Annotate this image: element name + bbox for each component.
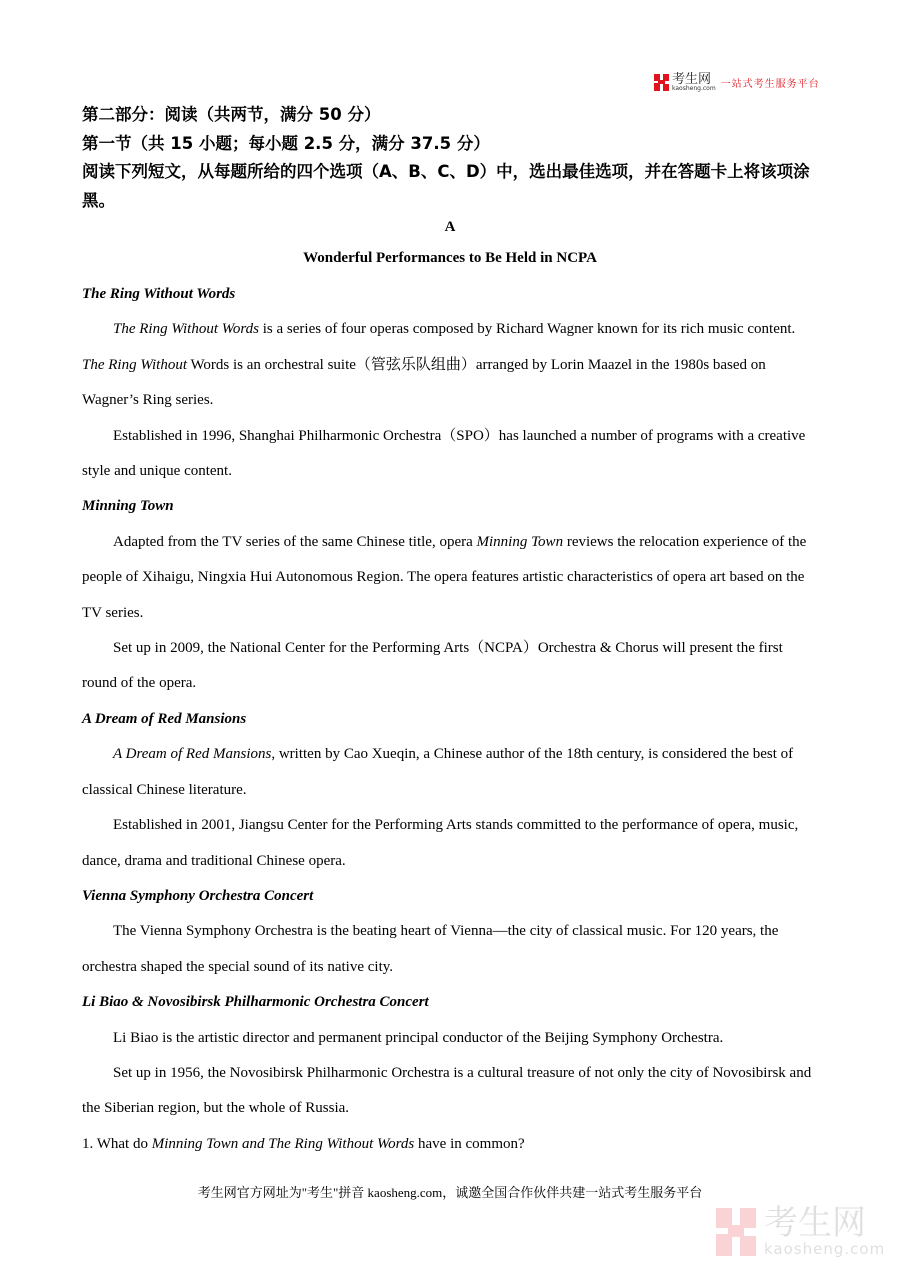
question-1 [82,1127,820,1162]
italic-title: The Ring Without [82,356,187,373]
logo-domain: kaosheng.com [672,85,716,92]
text-segment: is a series of four operas composed by Richard Wagner known for its rich music content. [259,321,796,338]
text-segment: Set up in 2009, the National Center for the Performing Arts（NCPA）Orchestra & Chorus will present the first round of the opera. [82,640,783,692]
text-segment: have in common? [414,1135,525,1152]
watermark-domain: kaosheng.com [764,1240,886,1258]
paragraph [82,631,820,702]
text-segment: , written by Cao Xueqin, a Chinese author of the 18th century, is considered the best of classical Chinese literature. [82,746,794,798]
footer-text: 考生网官方网址为"考生"拼音 kaosheng.com，诚邀全国合作伙伴共建一站式考生服务平台 [197,1185,703,1200]
section-title: Li Biao & Novosibirsk Philharmonic Orchestra Concert [82,994,429,1011]
logo-name: 考生网 [672,72,712,87]
passage-body [82,277,820,1162]
section-title: Vienna Symphony Orchestra Concert [82,887,314,904]
paragraph [82,1021,820,1056]
text-segment: Established in 1996, Shanghai Philharmonic Orchestra（SPO）has launched a number of programs with a creative style and unique content. [82,427,806,480]
section-heading: 第一节（共 15 小题；每小题 2.5 分，满分 37.5 分） [82,133,490,153]
section-title: A Dream of Red Mansions [82,710,247,727]
section-title: The Ring Without Words [82,286,236,302]
text-segment: reviews the relocation experience of the people of Xihaigu, Ningxia Hui Autonomous Region. The opera features artistic characteristics of opera art based on the TV series. [82,533,807,621]
text-segment: Adapted from the TV series of the same Chinese title, opera [113,533,477,550]
text-segment: The Vienna Symphony Orchestra is the beating heart of Vienna—the city of classical music. For 120 years, the orchestra shaped the special sound of its native city. [82,923,779,975]
part-heading: 第二部分：阅读（共两节，满分 50 分） [82,105,381,124]
text-segment: Words is an orchestral suite（管弦乐队组曲）arranged by Lorin Maazel in the 1980s based on Wagner’s Ring series. [82,356,766,409]
text-segment: Set up in 1956, the Novosibirsk Philharmonic Orchestra is a cultural treasure of not only the city of Novosibirsk and the Siberian region, but the whole of Russia. [82,1064,812,1117]
paragraph [82,914,820,985]
italic-title: Minning Town and The Ring Without Words [151,1135,415,1152]
section-title: Minning Town [82,498,174,515]
paragraph [82,808,820,879]
watermark-logo-icon [716,1208,756,1256]
italic-title: Minning Town [476,533,564,550]
kaosheng-logo [654,73,820,92]
passage-letter: A [444,219,456,235]
text-segment: 1. What do [82,1135,152,1152]
text-segment: Established in 2001, Jiangsu Center for the Performing Arts stands committed to the performance of opera, music, dance, drama and traditional Chinese opera. [82,817,799,869]
italic-title: A Dream of Red Mansions [113,746,272,763]
watermark [716,1203,886,1258]
section-header [82,101,822,215]
watermark-name: 考生网 [764,1203,866,1243]
paragraph [82,1056,820,1127]
paragraph [82,419,820,490]
paragraph [82,312,820,418]
paragraph [82,737,820,808]
logo-icon [654,74,669,91]
text-segment: Li Biao is the artistic director and permanent principal conductor of the Beijing Symphony Orchestra. [113,1029,724,1046]
instructions: 阅读下列短文，从每题所给的四个选项（A、B、C、D）中，选出最佳选项，并在答题卡上将该项涂黑。 [82,162,810,210]
paragraph [82,525,820,631]
logo-slogan: 一站式考生服务平台 [720,79,820,90]
italic-title: The Ring Without Words [113,321,259,338]
passage-title: Wonderful Performances to Be Held in NCPA [303,250,597,266]
